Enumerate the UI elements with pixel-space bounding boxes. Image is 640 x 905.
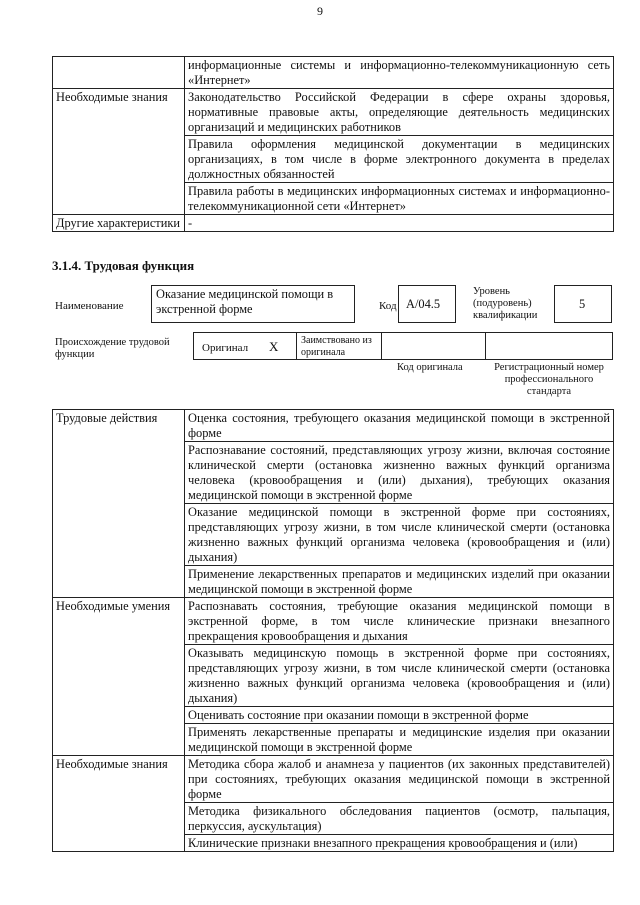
- row-label: [53, 57, 185, 89]
- row-content: Оценка состояния, требующего оказания медицинской помощи в экстренной форме: [185, 410, 614, 442]
- main-table: [52, 409, 614, 852]
- section-title: 3.1.4. Трудовая функция: [52, 258, 195, 273]
- row-content: информационные системы и информационно-телекоммуникационную сеть «Интернет»: [185, 57, 614, 89]
- table-row: [53, 598, 614, 645]
- table-row: [53, 410, 614, 442]
- row-content: Распознавать состояния, требующие оказания медицинской помощи в экстренной форме, в том числе клинические признаки внезапного прекращения кровообращения и дыхания: [185, 598, 614, 645]
- name-value: Оказание медицинской помощи в экстренной форме: [156, 287, 334, 316]
- row-content: Применять лекарственные препараты и медицинские изделия при оказании медицинской помощи в экстренной форме: [185, 724, 614, 756]
- origin-divider-3: [381, 332, 486, 360]
- top-table: [52, 56, 614, 232]
- table-row: [53, 215, 614, 232]
- row-label: Необходимые знания: [53, 89, 185, 215]
- name-label: Наименование: [55, 300, 124, 312]
- row-label: Трудовые действия: [53, 410, 185, 598]
- table-row: [53, 756, 614, 803]
- row-content: Распознавание состояний, представляющих угрозу жизни, включая состояние клинической смерти (остановка жизненно важных функций организма человека (кровообращения и (или) дыхания), требующих оказания медицинской помощи в экстренной форме: [185, 442, 614, 504]
- row-content: Оценивать состояние при оказании помощи в экстренной форме: [185, 707, 614, 724]
- page-number: 9: [317, 4, 323, 18]
- row-content: Методика сбора жалоб и анамнеза у пациентов (их законных представителей) при состояниях, требующих оказания медицинской помощи в экстренной форме: [185, 756, 614, 803]
- row-content: Клинические признаки внезапного прекращения кровообращения и (или): [185, 835, 614, 852]
- row-content: Законодательство Российской Федерации в сфере охраны здоровья, нормативные правовые акты, определяющие деятельность медицинских организаций и медицинских работников: [185, 89, 614, 136]
- row-content: Правила оформления медицинской документации в медицинских организациях, в том числе в форме электронного документа в пределах должностных обязанностей: [185, 136, 614, 183]
- row-content: Оказание медицинской помощи в экстренной форме при состояниях, представляющих угрозу жизни, в том числе клинической смерти (остановка жизненно важных функций организма человека (кровообращения и (или) дыхания): [185, 504, 614, 566]
- row-label: Необходимые знания: [53, 756, 185, 852]
- row-label: Другие характеристики: [53, 215, 185, 232]
- reg-number-label: Регистрационный номер профессионального стандарта: [494, 362, 604, 397]
- row-content: Методика физикального обследования пациентов (осмотр, пальпация, перкуссия, аускультация): [185, 803, 614, 835]
- row-content: Оказывать медицинскую помощь в экстренной форме при состояниях, представляющих угрозу жизни, в том числе клинической смерти (остановка жизненно важных функций организма человека (кровообращения и (или) дыхания): [185, 645, 614, 707]
- table-row: [53, 57, 614, 89]
- original-label: Оригинал: [202, 342, 249, 354]
- row-content: Правила работы в медицинских информационных системах и информационно-телекоммуникационной сети «Интернет»: [185, 183, 614, 215]
- level-value: 5: [579, 297, 586, 311]
- original-mark: X: [269, 339, 279, 354]
- code-original-label: Код оригинала: [397, 362, 463, 373]
- table-row: [53, 89, 614, 136]
- row-label: Необходимые умения: [53, 598, 185, 756]
- borrowed-label: Заимствовано из оригинала: [301, 335, 372, 358]
- origin-label: Происхождение трудовой функции: [55, 337, 170, 360]
- code-label: Код: [379, 300, 397, 312]
- row-content: -: [185, 215, 614, 232]
- row-content: Применение лекарственных препаратов и медицинских изделий при оказании медицинской помощи в экстренной форме: [185, 566, 614, 598]
- level-label: Уровень (подуровень) квалификации: [473, 286, 538, 321]
- code-value: A/04.5: [406, 297, 441, 311]
